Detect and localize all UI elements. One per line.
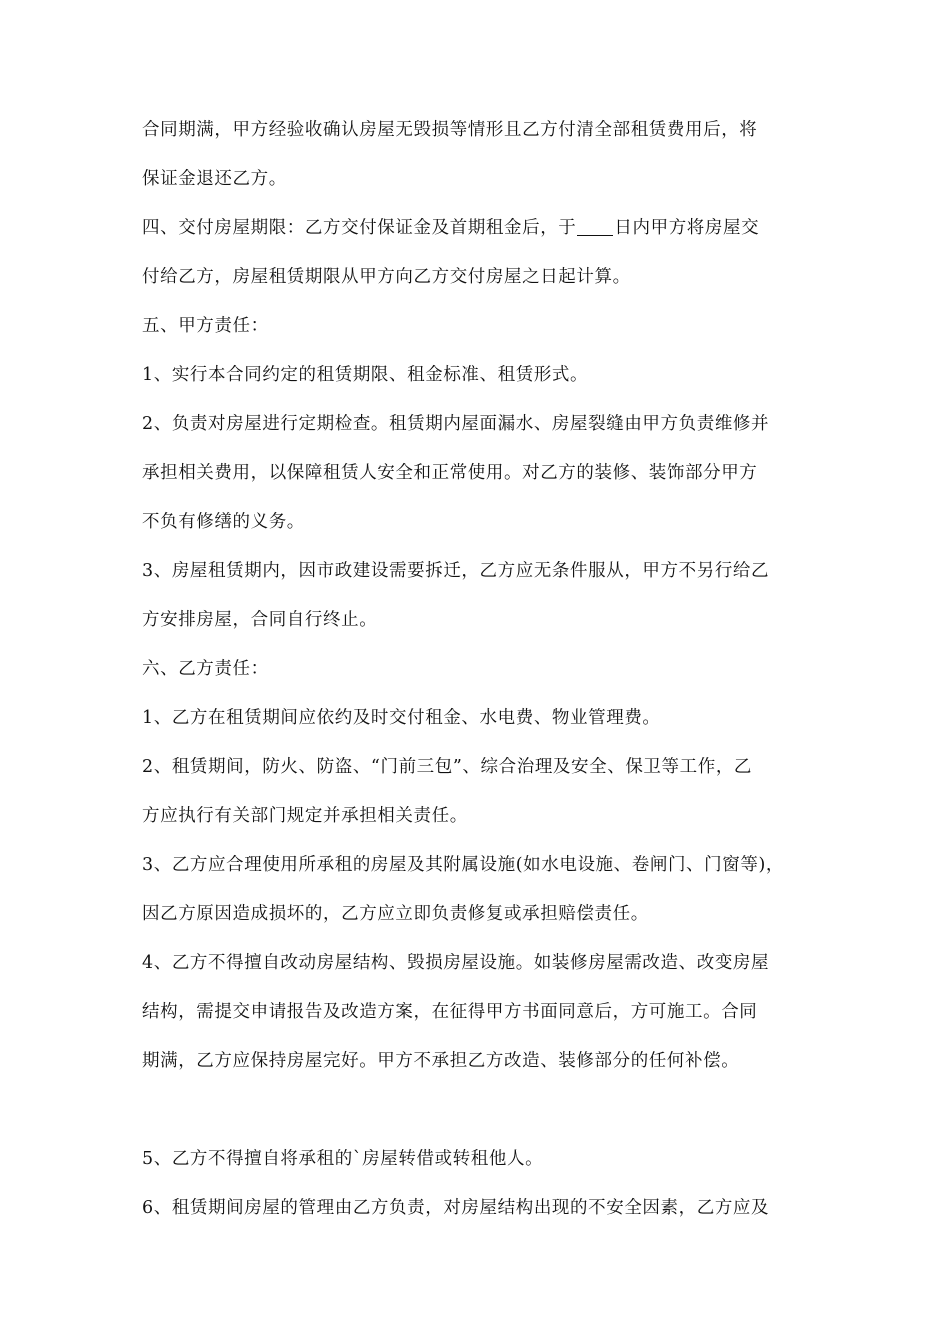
text-line: 付给乙方，房屋租赁期限从甲方向乙方交付房屋之日起计算。 xyxy=(142,267,631,287)
text-line: 结构，需提交申请报告及改造方案，在征得甲方书面同意后，方可施工。合同 xyxy=(142,1002,758,1022)
text-line: 3、乙方应合理使用所承租的房屋及其附属设施(如水电设施、卷闸门、门窗等)， xyxy=(142,855,784,875)
text-line: 1、实行本合同约定的租赁期限、租金标准、租赁形式。 xyxy=(142,365,589,385)
text-line: 4、乙方不得擅自改动房屋结构、毁损房屋设施。如装修房屋需改造、改变房屋 xyxy=(142,953,770,973)
text-line: 承担相关费用，以保障租赁人安全和正常使用。对乙方的装修、装饰部分甲方 xyxy=(142,463,758,483)
text-line: 保证金退还乙方。 xyxy=(142,169,287,189)
text-line: 2、负责对房屋进行定期检查。租赁期内屋面漏水、房屋裂缝由甲方负责维修并 xyxy=(142,414,770,434)
text-segment: 四、交付房屋期限：乙方交付保证金及首期租金后，于 xyxy=(142,218,577,238)
text-line: 方应执行有关部门规定并承担相关责任。 xyxy=(142,806,468,826)
text-line: 2、租赁期间，防火、防盗、“门前三包”、综合治理及安全、保卫等工作，乙 xyxy=(142,757,753,777)
text-segment: 日内甲方将房屋交 xyxy=(614,218,760,238)
blank-gap xyxy=(142,1086,822,1135)
text-line: 6、租赁期间房屋的管理由乙方负责，对房屋结构出现的不安全因素，乙方应及 xyxy=(142,1198,770,1218)
text-line: 因乙方原因造成损坏的，乙方应立即负责修复或承担赔偿责任。 xyxy=(142,904,649,924)
text-line: 5、乙方不得擅自将承租的`房屋转借或转租他人。 xyxy=(142,1149,544,1169)
contract-text xyxy=(142,106,822,1233)
text-line xyxy=(142,204,822,253)
text-line: 3、房屋租赁期内，因市政建设需要拆迁，乙方应无条件服从，甲方不另行给乙 xyxy=(142,561,770,581)
text-line: 方安排房屋，合同自行终止。 xyxy=(142,610,378,630)
section-heading: 六、乙方责任： xyxy=(142,659,269,679)
fill-in-blank xyxy=(577,234,613,236)
text-line: 合同期满，甲方经验收确认房屋无毁损等情形且乙方付清全部租赁费用后，将 xyxy=(142,120,758,140)
text-line: 不负有修缮的义务。 xyxy=(142,512,305,532)
section-heading: 五、甲方责任： xyxy=(142,316,269,336)
text-line: 期满，乙方应保持房屋完好。甲方不承担乙方改造、装修部分的任何补偿。 xyxy=(142,1051,740,1071)
text-line: 1、乙方在租赁期间应依约及时交付租金、水电费、物业管理费。 xyxy=(142,708,661,728)
